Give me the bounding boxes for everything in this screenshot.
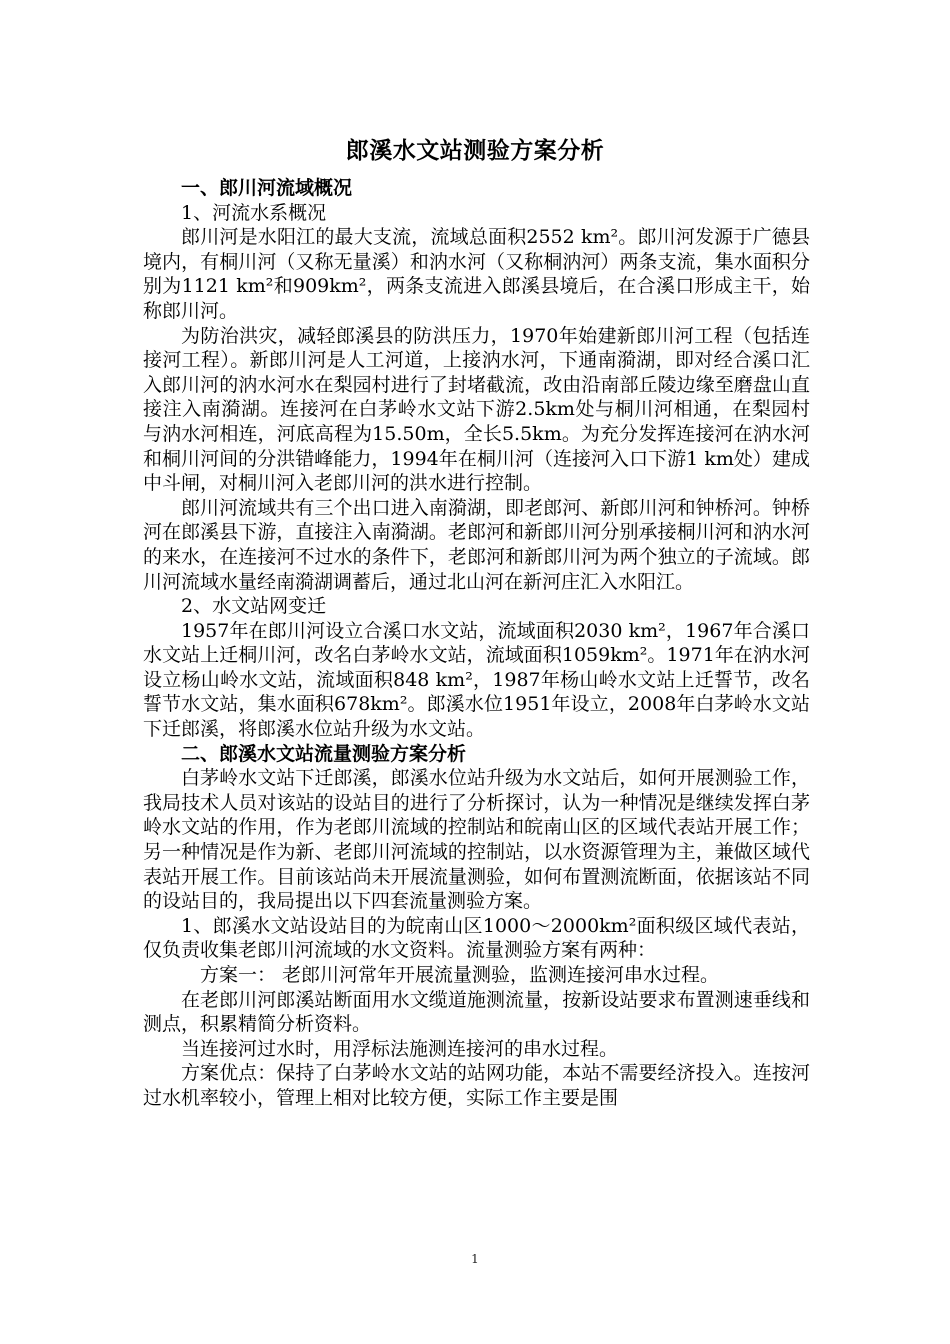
paragraph: 郎川河是水阳江的最大支流，流域总面积2552 km²。郎川河发源于广德县境内，有桐川河（又称无量溪）和汭水河（又称桐汭河）两条支流，集水面积分别为1121 km²和909km²，两条支流进入郎溪县境后，在合溪口形成主干，始称郎川河。 [143, 226, 810, 322]
section-heading: 二、郎溪水文站流量测验方案分析 [181, 742, 467, 765]
paragraph: 方案优点：保持了白茅岭水文站的站网功能，本站不需要经济投入。连按河过水机率较小，管理上相对比较方便，实际工作主要是围 [143, 1062, 810, 1109]
paragraph: 白茅岭水文站下迁郎溪，郎溪水位站升级为水文站后，如何开展测验工作，我局技术人员对该站的设站目的进行了分析探讨，认为一种情况是继续发挥白茅岭水文站的作用，作为老郎川流域的控制站和皖南山区的区域代表站开展工作；另一种情况是作为新、老郎川河流域的控制站，以水资源管理为主，兼做区域代表站开展工作。目前该站尚未开展流量测验，如何布置测流断面，依据该站不同的设站目的，我局提出以下四套流量测验方案。 [143, 767, 810, 913]
paragraph: 1、郎溪水文站设站目的为皖南山区1000～2000km²面积级区域代表站，仅负责收集老郎川河流域的水文资料。流量测验方案有两种： [143, 914, 810, 962]
paragraph: 为防治洪灾，减轻郎溪县的防洪压力，1970年始建新郎川河工程（包括连接河工程）。新郎川河是人工河道，上接汭水河，下通南漪湖，即对经合溪口汇入郎川河的汭水河水在梨园村进行了封堵截流，改由沿南部丘陵边缘至磨盘山直接注入南漪湖。连接河在白茅岭水文站下游2.5km处与桐川河相通，在梨园村与汭水河相连，河底高程为15.50m，全长5.5km。为充分发挥连接河在汭水河和桐川河间的分洪错峰能力，1994年在桐川河（连接河入口下游1 km处）建成中斗闸，对桐川河入老郎川河的洪水进行控制。 [143, 324, 810, 495]
subsection-heading: 2、水文站网变迁 [181, 595, 327, 618]
page-number: 1 [471, 1252, 479, 1266]
section-heading: 一、郎川河流域概况 [181, 177, 353, 199]
paragraph: 郎川河流域共有三个出口进入南漪湖，即老郎河、新郎川河和钟桥河。钟桥河在郎溪县下游，直接注入南漪湖。老郎河和新郎川河分别承接桐川河和汭水河的来水，在连接河不过水的条件下，老郎河和新郎川河为两个独立的子流域。郎川河流域水量经南漪湖调蓄后，通过北山河在新河庄汇入水阳江。 [143, 496, 810, 593]
document-body [143, 176, 810, 1111]
subsection-heading: 1、河流水系概况 [181, 201, 327, 224]
paragraph: 在老郎川河郎溪站断面用水文缆道施测流量，按新设站要求布置测速垂线和测点，积累精简分析资料。 [143, 988, 810, 1036]
paragraph: 方案一： 老郎川河常年开展流量测验，监测连接河串水过程。 [200, 964, 720, 986]
paragraph: 当连接河过水时，用浮标法施测连接河的串水过程。 [181, 1037, 619, 1060]
document-title: 郎溪水文站测验方案分析 [345, 137, 605, 164]
paragraph: 1957年在郎川河设立合溪口水文站，流域面积2030 km²，1967年合溪口水文站上迁桐川河，改名白茅岭水文站，流域面积1059km²。1971年在汭水河设立杨山岭水文站，流域面积848 km²，1987年杨山岭水文站上迁誓节，改名誓节水文站，集水面积678km²。郎溪水位1951年设立，2008年白茅岭水文站下迁郎溪，将郎溪水位站升级为水文站。 [143, 619, 810, 741]
